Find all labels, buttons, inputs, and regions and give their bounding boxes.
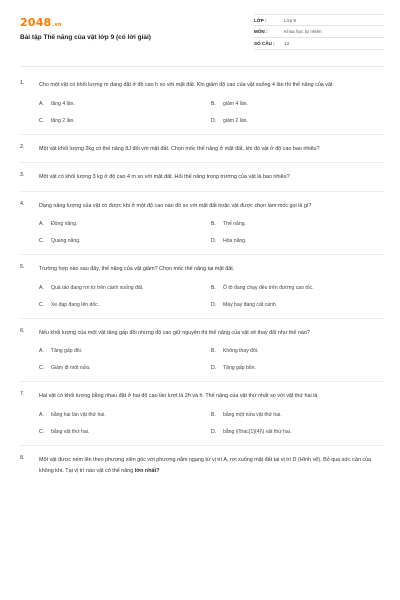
answer-options bbox=[39, 411, 384, 436]
question-text: Một vật có khối lượng 3 kg ở độ cao 4 m so với mặt đất. Hỏi thế năng trọng trường của vật là bao nhiêu? bbox=[39, 174, 290, 180]
option-text: Quả táo đang rơi từ trên cành xuống đất. bbox=[51, 284, 144, 291]
document-meta-table bbox=[254, 14, 384, 50]
meta-row-subject bbox=[254, 26, 384, 38]
question-divider bbox=[20, 134, 384, 135]
option-text: bằng vật thứ hai. bbox=[51, 428, 90, 435]
question-1 bbox=[20, 80, 384, 125]
option-label: A. bbox=[39, 411, 44, 418]
meta-value: Khoa học tự nhiên bbox=[284, 29, 322, 34]
option-label: A. bbox=[39, 284, 44, 291]
answer-option-a[interactable] bbox=[39, 411, 211, 419]
question-divider bbox=[20, 254, 384, 255]
question-5 bbox=[20, 264, 384, 309]
question-8 bbox=[20, 455, 384, 478]
answer-option-c[interactable] bbox=[39, 428, 211, 436]
document-header bbox=[0, 0, 400, 66]
site-logo[interactable] bbox=[20, 16, 62, 29]
answer-option-d[interactable] bbox=[211, 117, 383, 125]
answer-option-a[interactable] bbox=[39, 100, 211, 108]
option-label: B. bbox=[211, 411, 216, 418]
question-number: 8. bbox=[20, 454, 25, 461]
document-title: Bài tập Thế năng của vật lớp 9 (có lời giải) bbox=[20, 34, 151, 41]
question-text bbox=[39, 455, 384, 478]
answer-options bbox=[39, 347, 384, 372]
question-text: Một vật khối lượng 2kg có thế năng 8J đối với mặt đất. Chọn mốc thế năng ở mặt đất, khi đó vật ở độ cao bao nhiêu? bbox=[39, 145, 320, 152]
question-list bbox=[20, 80, 384, 478]
option-label: D. bbox=[211, 301, 217, 308]
answer-options bbox=[39, 100, 384, 125]
option-text: tăng 2 lần. bbox=[51, 117, 75, 124]
answer-option-c[interactable] bbox=[39, 237, 211, 245]
question-divider bbox=[20, 162, 384, 163]
option-text: giảm 4 lần. bbox=[223, 100, 248, 107]
question-text-plain: Một vật được ném lên theo phương xiên góc với phương nằm ngang từ vị trí A, rơi xuống mặt đất tại vị trí D (Hình vẽ). Bỏ qua sức cản của không khí. Tại vị trí nào vật có thế năng bbox=[39, 456, 372, 474]
option-text: Máy bay đang cất cánh. bbox=[223, 301, 278, 308]
option-text: tăng 4 lần. bbox=[51, 100, 75, 107]
question-7 bbox=[20, 391, 384, 436]
option-label: D. bbox=[211, 365, 217, 371]
option-label: C. bbox=[39, 428, 45, 435]
question-number: 7. bbox=[20, 391, 25, 397]
option-text: Tăng gấp đôi. bbox=[51, 348, 83, 354]
meta-value: Lớp 9 bbox=[284, 17, 296, 23]
question-text: Cho một vật có khối lượng m đang đặt ở độ cao h so với mặt đất. Khi giảm độ cao của vật xuống 4 lần thì thế năng của vật bbox=[39, 82, 333, 88]
option-label: B. bbox=[211, 284, 216, 291]
option-label: C. bbox=[39, 365, 45, 371]
meta-row-question-count bbox=[254, 38, 384, 50]
answer-options bbox=[39, 220, 384, 245]
option-label: B. bbox=[211, 221, 216, 227]
question-number: 2. bbox=[20, 143, 25, 150]
option-text: Động năng. bbox=[51, 221, 78, 227]
option-label: C. bbox=[39, 301, 45, 308]
answer-option-c[interactable] bbox=[39, 301, 211, 309]
option-text: Xe đạp đang lên dốc. bbox=[51, 301, 100, 308]
logo-text: 2048 bbox=[20, 16, 52, 29]
option-label: A. bbox=[39, 348, 44, 354]
question-text-emphasis: lớn nhất? bbox=[134, 468, 160, 474]
meta-key: SỐ CÂU : bbox=[254, 41, 275, 46]
answer-option-a[interactable] bbox=[39, 220, 211, 228]
question-2 bbox=[20, 144, 384, 156]
header-divider bbox=[20, 66, 384, 67]
logo-tld: .vn bbox=[52, 22, 62, 28]
option-text: Giảm đi một nửa. bbox=[51, 365, 91, 371]
option-label: A. bbox=[39, 221, 44, 227]
answer-option-d[interactable] bbox=[211, 364, 383, 372]
question-number: 4. bbox=[20, 200, 25, 207]
answer-options bbox=[39, 284, 384, 309]
option-label: D. bbox=[211, 428, 217, 435]
meta-row-class bbox=[254, 14, 384, 26]
question-divider bbox=[20, 318, 384, 319]
question-number: 3. bbox=[20, 172, 25, 178]
option-text: bằng hai lần vật thứ hai. bbox=[51, 411, 106, 418]
answer-option-b[interactable] bbox=[211, 100, 383, 108]
option-label: C. bbox=[39, 238, 45, 244]
option-text: bằng một nửa vật thứ hai. bbox=[223, 411, 282, 418]
answer-option-d[interactable] bbox=[211, 237, 383, 245]
option-text: bằng \(\frac{1}{4}\) vật thứ hai. bbox=[223, 428, 292, 435]
answer-option-c[interactable] bbox=[39, 117, 211, 125]
question-text: Nếu khối lượng của một vật tăng gấp đôi nhưng độ cao giữ nguyên thì thế năng của vật sẽ thay đổi như thế nào? bbox=[39, 329, 310, 336]
answer-option-b[interactable] bbox=[211, 411, 383, 419]
answer-option-c[interactable] bbox=[39, 364, 211, 372]
option-text: giảm 2 lần. bbox=[223, 117, 248, 124]
answer-option-a[interactable] bbox=[39, 284, 211, 292]
question-number: 5. bbox=[20, 264, 25, 270]
option-label: D. bbox=[211, 238, 217, 244]
question-text: Hai vật có khối lượng bằng nhau đặt ở hai độ cao lần lượt là 2h và h. Thế năng của vật thứ nhất so với vật thứ hai là bbox=[39, 393, 318, 399]
question-number: 6. bbox=[20, 327, 25, 334]
question-3 bbox=[20, 172, 384, 184]
option-label: C. bbox=[39, 117, 45, 124]
answer-option-b[interactable] bbox=[211, 284, 383, 292]
question-number: 1. bbox=[20, 80, 25, 86]
option-text: Không thay đổi. bbox=[223, 348, 259, 354]
answer-option-d[interactable] bbox=[211, 301, 383, 309]
option-text: Tăng gấp bốn. bbox=[223, 365, 256, 371]
question-text: Dạng năng lượng của vật có được khi ở một độ cao nào đó so với mặt đất hoặc vật được chọn làm mốc gọi là gì? bbox=[39, 202, 312, 209]
answer-option-b[interactable] bbox=[211, 347, 383, 355]
option-text: Ô tô đang chạy đều trên đường cao tốc. bbox=[223, 284, 314, 291]
option-label: A. bbox=[39, 100, 44, 107]
option-text: Quang năng. bbox=[51, 238, 81, 244]
answer-option-a[interactable] bbox=[39, 347, 211, 355]
question-divider bbox=[20, 445, 384, 446]
meta-key: MÔN : bbox=[254, 29, 268, 34]
option-label: B. bbox=[211, 100, 216, 107]
option-label: D. bbox=[211, 117, 217, 124]
meta-value: 13 bbox=[284, 41, 290, 46]
option-label: B. bbox=[211, 348, 216, 354]
question-6 bbox=[20, 328, 384, 373]
question-divider bbox=[20, 381, 384, 382]
question-text: Trường hợp nào sau đây, thế năng của vật giảm? Chọn mốc thế năng tại mặt đất. bbox=[39, 266, 235, 272]
question-divider bbox=[20, 191, 384, 192]
option-text: Hóa năng. bbox=[223, 238, 247, 244]
option-text: Thế năng. bbox=[223, 221, 246, 227]
answer-option-d[interactable] bbox=[211, 428, 383, 436]
answer-option-b[interactable] bbox=[211, 220, 383, 228]
meta-key: LỚP : bbox=[254, 17, 267, 23]
question-4 bbox=[20, 201, 384, 246]
